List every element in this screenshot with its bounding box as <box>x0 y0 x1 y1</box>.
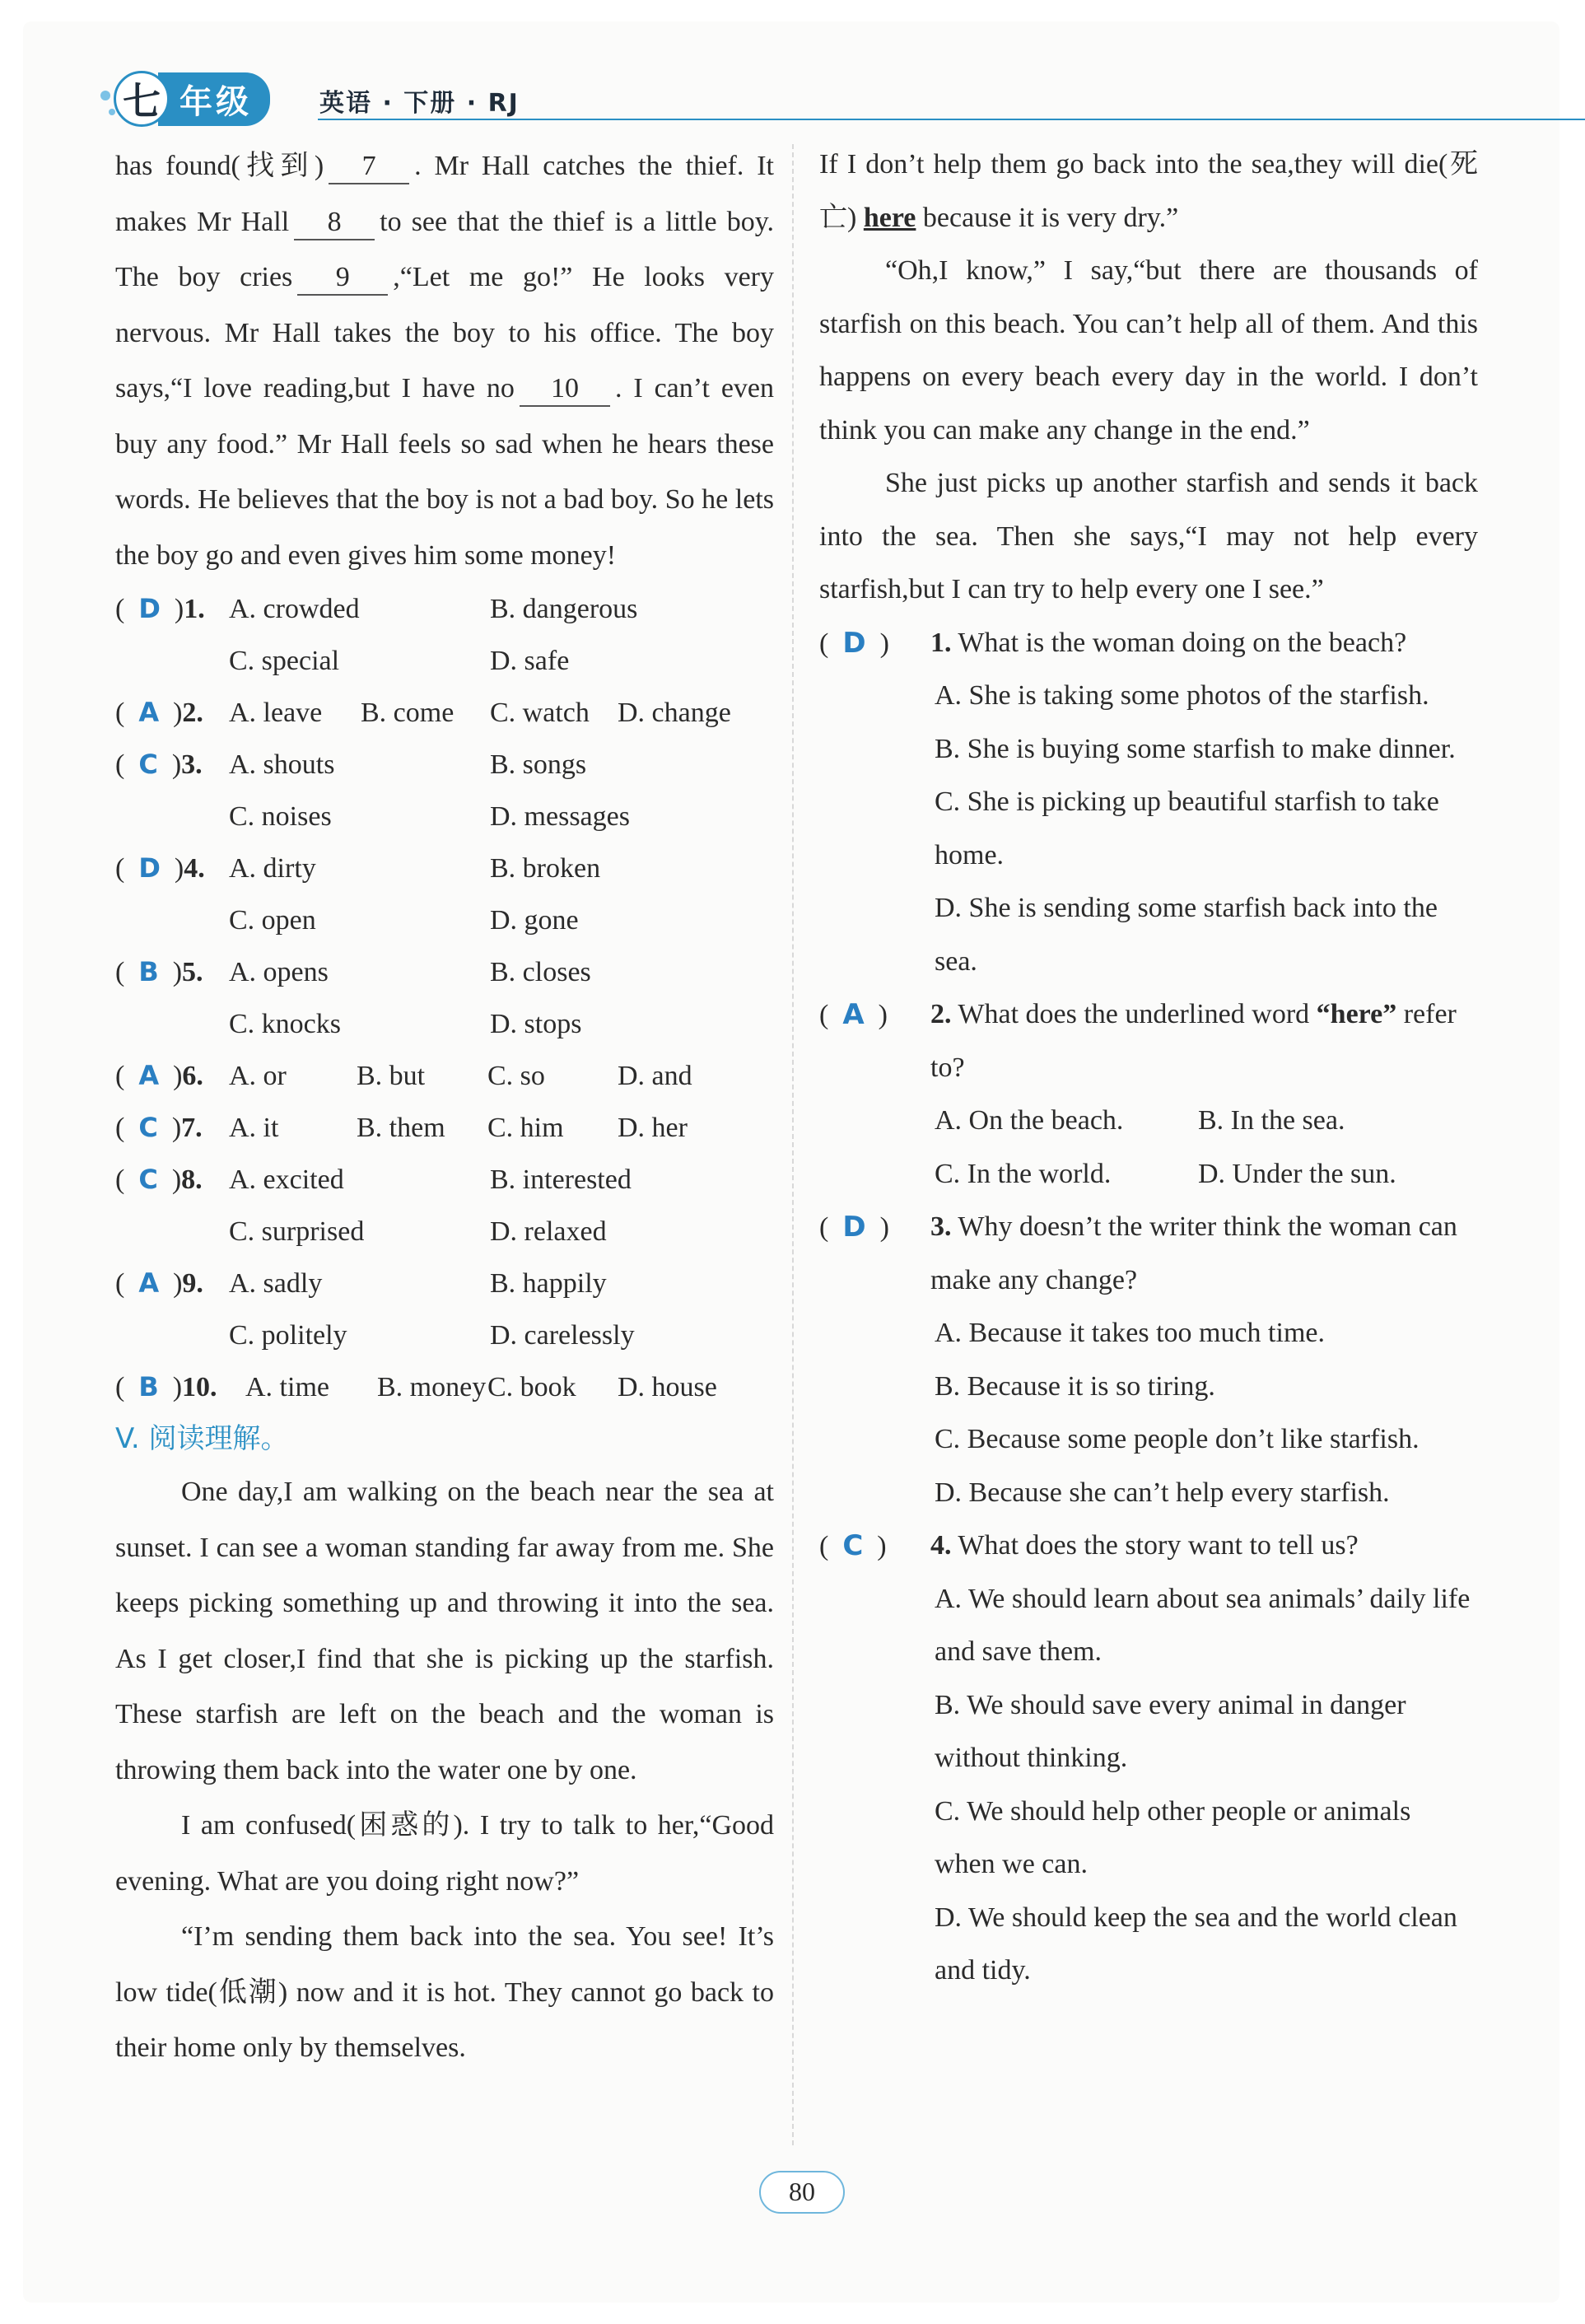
cloze-question-row <box>115 1206 774 1258</box>
reading-paragraph: “Oh,I know,” I say,“but there are thousands of starfish on this beach. You can’t help all of them. And this happens on every beach every day in the world. I don’t think you can make any change in the end.” <box>819 255 1478 446</box>
answer-letter: B <box>138 1371 159 1402</box>
option: A. it <box>229 1113 279 1143</box>
option: B. songs <box>490 749 587 780</box>
option: D. Under the sun. <box>1198 1158 1396 1189</box>
option: D. carelessly <box>490 1320 635 1351</box>
option: D. She is sending some starfish back into the sea. <box>935 893 1438 977</box>
option: D. safe <box>490 646 570 676</box>
text: because it is very dry.” <box>916 202 1179 233</box>
question-number: 3. <box>181 749 203 780</box>
question-number: 4. <box>184 853 205 884</box>
option: A. Because it takes too much time. <box>935 1318 1325 1348</box>
page-number: 80 <box>759 2171 845 2214</box>
cloze-question-row <box>115 1154 774 1206</box>
question-stem <box>819 617 1478 670</box>
option-row <box>819 1094 1478 1148</box>
option: C. noises <box>229 801 332 832</box>
quoted-word: “here” <box>1316 999 1397 1029</box>
right-column <box>819 138 1478 1998</box>
option: B. interested <box>490 1164 632 1195</box>
cloze-question-row <box>115 1050 774 1102</box>
cloze-paragraph <box>115 138 774 583</box>
option: A. We should learn about sea animals’ daily life and save them. <box>935 1583 1471 1667</box>
reading-question <box>819 1519 1478 1998</box>
underlined-word: here <box>863 202 916 233</box>
option: C. watch <box>490 698 590 728</box>
option: A. opens <box>229 957 329 987</box>
cloze-question-row <box>115 1258 774 1309</box>
answer-paren: ( C )7. <box>115 1112 203 1143</box>
section-title: V. 阅读理解。 <box>115 1422 289 1455</box>
answer-letter: B <box>138 956 159 987</box>
option: C. We should help other people or animals when we can. <box>935 1795 1411 1879</box>
cloze-text: ,“Let me go!” He looks very nervous. Mr Hall takes the boy to his office. The boy says,“I love reading,but I have no <box>115 262 774 404</box>
option: B. Because it is so tiring. <box>935 1370 1215 1402</box>
grade-char: 七 <box>114 71 170 127</box>
question-number: 2. <box>930 999 952 1029</box>
option: D. Because she can’t help every starfish. <box>935 1477 1390 1508</box>
cloze-question-row <box>115 1102 774 1154</box>
question-number: 5. <box>182 957 203 987</box>
question-stem <box>819 1201 1478 1307</box>
reading-paragraph: “I’m sending them back into the sea. You see! It’s low tide(低潮) now and it is hot. They cannot go back to their home only by themselves. <box>115 1921 774 2063</box>
option: D. stops <box>490 1009 582 1039</box>
blank-10: 10 <box>520 372 610 407</box>
reading-paragraph: One day,I am walking on the beach near the sea at sunset. I can see a woman standing far away from me. She keeps picking something up and throwing it into the sea. As I get closer,I find that she is picking up the starfish. These starfish are left on the beach and the woman is throwing them back into the water one by one. <box>115 1477 774 1785</box>
option: C. knocks <box>229 1009 341 1039</box>
question-number: 10. <box>182 1372 217 1402</box>
option: B. We should save every animal in danger without thinking. <box>935 1689 1406 1773</box>
answer-letter: C <box>138 1112 158 1143</box>
cloze-question-row <box>115 1309 774 1361</box>
question-text: Why doesn’t the writer think the woman can make any change? <box>930 1211 1457 1295</box>
option: C. surprised <box>229 1216 365 1247</box>
answer-paren: ( C )8. <box>115 1164 203 1195</box>
option: D. messages <box>490 801 630 832</box>
answer-paren: ( A )2. <box>115 697 203 728</box>
option: B. money <box>377 1372 487 1402</box>
answer-letter: C <box>842 1529 864 1562</box>
option: C. In the world. <box>935 1158 1112 1189</box>
answer-letter: D <box>842 626 866 660</box>
option: B. but <box>357 1061 426 1091</box>
answer-paren: ( B )10. <box>115 1371 217 1402</box>
answer-letter: D <box>138 852 161 884</box>
header-divider <box>318 119 1585 120</box>
option: C. special <box>229 646 340 676</box>
cloze-questions <box>115 583 774 1413</box>
cloze-question-row <box>115 791 774 842</box>
answer-paren: ( D )1. <box>115 593 205 624</box>
question-text: What is the woman doing on the beach? <box>958 627 1407 658</box>
reading-paragraph: She just picks up another starfish and sends it back into the sea. Then she says,“I may not help every starfish,but I can try to help every one I see.” <box>819 468 1478 604</box>
option: D. We should keep the sea and the world clean and tidy. <box>935 1902 1457 1986</box>
option: B. dangerous <box>490 594 638 624</box>
answer-letter: A <box>138 1267 160 1299</box>
option: A. shouts <box>229 749 335 780</box>
column-divider <box>792 144 794 2145</box>
cloze-question-row <box>115 894 774 946</box>
grade-suffix: 年级 <box>158 72 270 126</box>
option: C. book <box>487 1372 576 1402</box>
answer-letter: A <box>138 697 160 728</box>
grade-badge <box>114 74 270 124</box>
answer-paren: ( B )5. <box>115 956 203 987</box>
answer-paren: ( A )6. <box>115 1060 203 1091</box>
blank-9: 9 <box>297 261 388 296</box>
option-row <box>819 1148 1478 1202</box>
option: C. him <box>487 1113 564 1143</box>
option: A. excited <box>229 1164 344 1195</box>
answer-letter: A <box>842 998 865 1031</box>
cloze-text: . I can’t even buy any food.” Mr Hall feels so sad when he hears these words. He believes that the boy is not a bad boy. So he lets the boy go and even gives him some money! <box>115 373 774 571</box>
reading-paragraph <box>819 138 1478 245</box>
option: A. On the beach. <box>935 1105 1124 1136</box>
option: B. In the sea. <box>1198 1105 1345 1136</box>
answer-letter: D <box>842 1211 866 1244</box>
reading-question <box>819 617 1478 989</box>
question-number: 1. <box>184 594 205 624</box>
question-number: 8. <box>181 1164 203 1195</box>
option: D. her <box>618 1113 688 1143</box>
answer-letter: D <box>138 593 161 624</box>
question-number: 2. <box>182 698 203 728</box>
option: A. or <box>229 1061 287 1091</box>
option: D. house <box>618 1372 717 1402</box>
option: A. sadly <box>229 1268 323 1299</box>
answer-letter: A <box>138 1060 160 1091</box>
question-stem <box>819 988 1478 1094</box>
answer-paren: ( D ) <box>819 626 889 660</box>
option: C. She is picking up beautiful starfish to take home. <box>935 786 1439 870</box>
option: A. dirty <box>229 853 316 884</box>
question-number: 9. <box>182 1268 203 1299</box>
option: D. relaxed <box>490 1216 607 1247</box>
question-number: 6. <box>182 1061 203 1091</box>
option: D. change <box>618 698 731 728</box>
reading-question <box>819 1201 1478 1519</box>
cloze-question-row <box>115 687 774 739</box>
answer-letter: C <box>138 1164 158 1195</box>
cloze-question-row <box>115 739 774 791</box>
page-header <box>114 74 1480 124</box>
answer-paren: ( C )3. <box>115 749 203 780</box>
option: C. Because some people don’t like starfish. <box>935 1424 1420 1454</box>
cloze-text: has found(找到) <box>115 151 324 181</box>
cloze-question-row <box>115 583 774 635</box>
answer-paren: ( A )9. <box>115 1267 203 1299</box>
answer-paren: ( D ) <box>819 1211 889 1244</box>
question-text: What does the story want to tell us? <box>958 1530 1359 1561</box>
option: A. She is taking some photos of the starfish. <box>935 680 1429 711</box>
blank-7: 7 <box>329 150 409 184</box>
answer-paren: ( D )4. <box>115 852 205 884</box>
option: B. She is buying some starfish to make dinner. <box>935 733 1456 764</box>
question-text: What does the underlined word <box>958 999 1317 1029</box>
question-number: 7. <box>181 1113 203 1143</box>
cloze-question-row <box>115 842 774 894</box>
answer-paren: ( C ) <box>819 1529 887 1562</box>
cloze-question-row <box>115 946 774 998</box>
option: A. leave <box>229 698 323 728</box>
question-text: refer to? <box>930 999 1457 1083</box>
blank-8: 8 <box>294 206 375 240</box>
cloze-question-row <box>115 998 774 1050</box>
cloze-text: . Mr Hall catches the thief. It makes Mr Hall <box>115 151 774 237</box>
reading-question <box>819 988 1478 1201</box>
option: B. come <box>361 698 455 728</box>
question-stem <box>819 1519 1478 1573</box>
option: D. and <box>618 1061 692 1091</box>
answer-letter: C <box>138 749 158 780</box>
question-number: 4. <box>930 1530 952 1561</box>
option: D. gone <box>490 905 579 936</box>
option: C. politely <box>229 1320 347 1351</box>
reading-paragraph: I am confused(困惑的). I try to talk to her,“Good evening. What are you doing right now?” <box>115 1810 774 1897</box>
decor-dot <box>100 91 110 100</box>
option: B. them <box>357 1113 445 1143</box>
cloze-text: to see that the thief is a little boy. The boy cries <box>115 206 774 292</box>
question-number: 1. <box>930 627 952 658</box>
option: B. broken <box>490 853 601 884</box>
option: C. so <box>487 1061 545 1091</box>
option: C. open <box>229 905 316 936</box>
answer-paren: ( A ) <box>819 998 888 1031</box>
cloze-question-row <box>115 1361 774 1413</box>
option: A. crowded <box>229 594 360 624</box>
left-column <box>115 138 774 2076</box>
option: A. time <box>245 1372 329 1402</box>
book-info: 英语 · 下册 · RJ <box>319 89 520 118</box>
question-number: 3. <box>930 1211 952 1242</box>
cloze-question-row <box>115 635 774 687</box>
text: If I don’t help them go back into the sea,they will die(死亡) <box>819 149 1478 233</box>
option: B. happily <box>490 1268 607 1299</box>
option: B. closes <box>490 957 591 987</box>
